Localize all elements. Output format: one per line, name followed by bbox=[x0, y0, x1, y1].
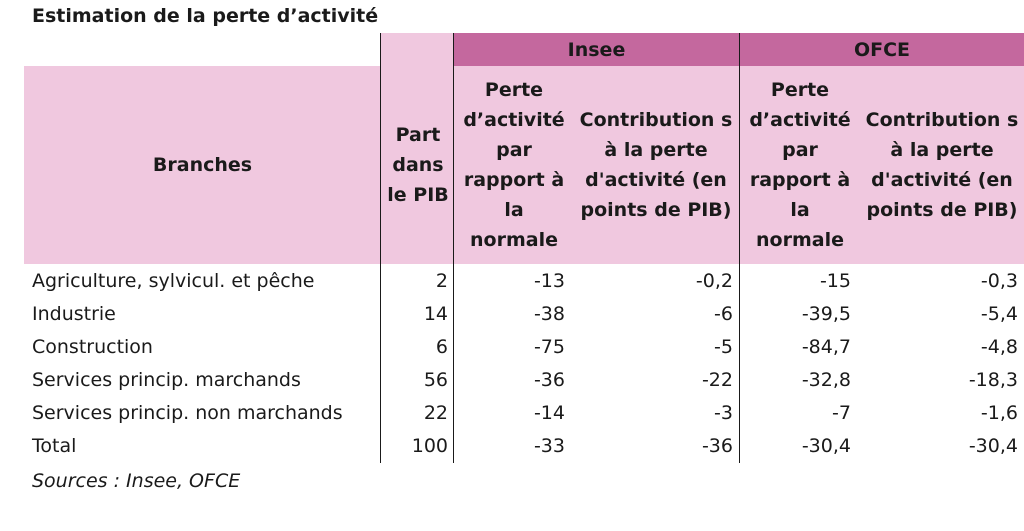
branch-label: Services princip. marchands bbox=[32, 369, 301, 391]
part-pib-value: 100 bbox=[411, 435, 448, 457]
ofce-contribution-value: -30,4 bbox=[968, 435, 1018, 457]
ofce-perte-value: -30,4 bbox=[801, 435, 851, 457]
table-row bbox=[0, 298, 1024, 331]
column-header-insee-contribution: Contribution s à la perte d'activité (en points de PIB) bbox=[579, 109, 733, 221]
branch-label: Industrie bbox=[32, 303, 116, 325]
insee-contribution-value: -5 bbox=[714, 336, 733, 358]
source-note: Sources : Insee, OFCE bbox=[32, 470, 241, 492]
insee-contribution-value: -3 bbox=[714, 402, 733, 424]
part-pib-value: 14 bbox=[423, 303, 448, 325]
table-row bbox=[0, 397, 1024, 430]
group-header-ofce-label: OFCE bbox=[853, 38, 911, 61]
insee-contribution-value: -6 bbox=[714, 303, 733, 325]
ofce-perte-value: -39,5 bbox=[801, 303, 851, 325]
insee-contribution-value: -22 bbox=[701, 369, 733, 391]
table-row bbox=[0, 364, 1024, 397]
branch-label: Services princip. non marchands bbox=[32, 402, 343, 424]
insee-contribution-value: -0,2 bbox=[695, 270, 733, 292]
part-pib-value: 22 bbox=[423, 402, 448, 424]
table-title: Estimation de la perte d’activité bbox=[32, 5, 379, 27]
table-row bbox=[0, 430, 1024, 463]
ofce-perte-value: -7 bbox=[832, 402, 851, 424]
ofce-contribution-value: -4,8 bbox=[980, 336, 1018, 358]
insee-perte-value: -38 bbox=[533, 303, 565, 325]
table-row bbox=[0, 331, 1024, 364]
ofce-contribution-value: -18,3 bbox=[968, 369, 1018, 391]
branch-label: Construction bbox=[32, 336, 153, 358]
group-header-insee-label: Insee bbox=[567, 38, 626, 61]
column-header-insee-perte: Perte d’activité par rapport à la normale bbox=[463, 79, 565, 251]
insee-perte-value: -14 bbox=[533, 402, 565, 424]
ofce-contribution-value: -0,3 bbox=[980, 270, 1018, 292]
ofce-contribution-value: -1,6 bbox=[980, 402, 1018, 424]
insee-perte-value: -36 bbox=[533, 369, 565, 391]
ofce-perte-value: -15 bbox=[819, 270, 851, 292]
branch-label: Agriculture, sylvicul. et pêche bbox=[32, 270, 315, 292]
part-pib-value: 56 bbox=[423, 369, 448, 391]
column-header-ofce-perte: Perte d’activité par rapport à la normale bbox=[749, 79, 851, 251]
table-row bbox=[0, 265, 1024, 298]
part-header-band bbox=[381, 33, 454, 66]
insee-contribution-value: -36 bbox=[701, 435, 733, 457]
part-pib-value: 6 bbox=[435, 336, 448, 358]
group-header-ofce bbox=[740, 33, 1024, 66]
part-pib-value: 2 bbox=[435, 270, 448, 292]
insee-perte-value: -33 bbox=[533, 435, 565, 457]
insee-perte-value: -13 bbox=[533, 270, 565, 292]
insee-perte-value: -75 bbox=[533, 336, 565, 358]
ofce-contribution-value: -5,4 bbox=[980, 303, 1018, 325]
ofce-perte-value: -32,8 bbox=[801, 369, 851, 391]
column-header-ofce-contribution: Contribution s à la perte d'activité (en points de PIB) bbox=[865, 109, 1019, 221]
column-header-branches: Branches bbox=[152, 154, 253, 176]
column-header-part-pib: Part dans le PIB bbox=[387, 124, 449, 206]
branch-label: Total bbox=[32, 435, 77, 457]
group-header-insee bbox=[454, 33, 739, 66]
ofce-perte-value: -84,7 bbox=[801, 336, 851, 358]
